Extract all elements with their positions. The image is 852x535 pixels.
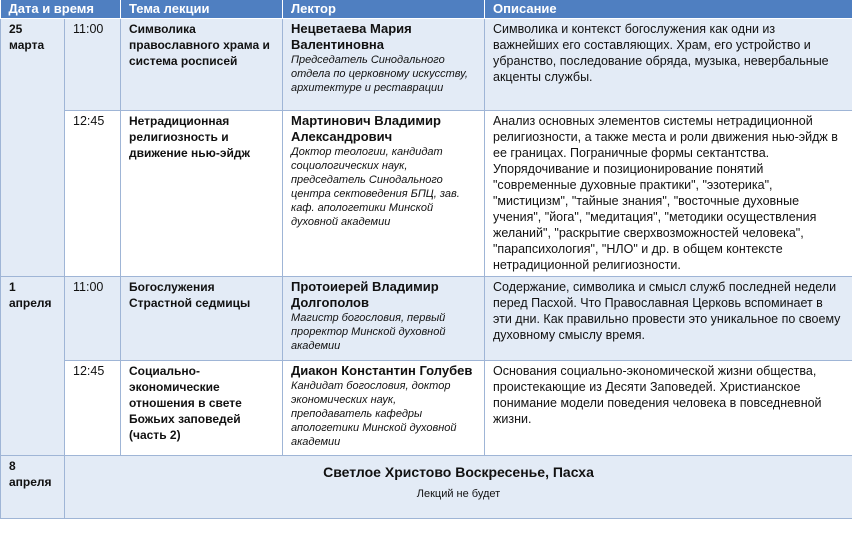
lecturer-title: Председатель Синодального отдела по церковному искусству, архитектуре и реставрации <box>291 54 468 94</box>
holiday-cell <box>65 456 852 519</box>
table-row <box>1 361 852 456</box>
time-cell: 12:45 <box>65 111 121 277</box>
table-row <box>1 456 852 519</box>
topic-cell: Нетрадиционная религиозность и движение нью-эйдж <box>121 111 283 277</box>
lecturer-title: Доктор теологии, кандидат социологических наук, председатель Синодального центра сектоведения БПЦ, зав. каф. апологетики Минской духовной академии <box>291 146 460 228</box>
topic-cell: Символика православного храма и система росписей <box>121 19 283 111</box>
header-topic: Тема лекции <box>121 0 283 19</box>
date-day: 25 <box>9 22 23 36</box>
description-cell: Анализ основных элементов системы нетрадиционной религиозности, а также места и роли движения нью-эйдж в ее границах. Пограничные формы сектантства. Упорядочивание и позиционирование понятий "современные духовные практики", "эзотерика", "мистицизм", "тайные знания", "восточные духовные учения", "йога", "медитация", "методики осуществления желаний", "раскрытие сверхвозможностей человека", "парапсихология", "НЛО" и др. в общем контексте нетрадиционной религиозности. <box>485 111 852 277</box>
table-header-row <box>1 0 852 19</box>
date-cell <box>1 277 65 456</box>
lecturer-name: Диакон Константин Голубев <box>291 363 473 378</box>
topic-cell: Богослужения Страстной седмицы <box>121 277 283 361</box>
time-cell: 11:00 <box>65 19 121 111</box>
date-month: апреля <box>9 475 52 489</box>
lecturer-name: Мартинович Владимир Александрович <box>291 113 441 144</box>
date-month: апреля <box>9 296 52 310</box>
description-cell: Символика и контекст богослужения как одни из важнейших его составляющих. Храм, его устройство и убранство, последование обряда, музыка, невербальные акценты службы. <box>485 19 852 111</box>
header-lecturer: Лектор <box>283 0 485 19</box>
date-cell <box>1 456 65 519</box>
description-cell: Содержание, символика и смысл служб последней недели перед Пасхой. Что Православная Церковь вспоминает в эти дни. Как правильно провести это уникальное по своему духовному смыслу время. <box>485 277 852 361</box>
date-cell <box>1 19 65 277</box>
holiday-note: Лекций не будет <box>416 488 501 500</box>
date-day: 1 <box>9 280 16 294</box>
date-month: марта <box>9 38 45 52</box>
lecturer-cell <box>283 19 485 111</box>
table-row <box>1 277 852 361</box>
lecturer-cell <box>283 111 485 277</box>
table-row <box>1 111 852 277</box>
topic-cell: Социально-экономические отношения в свете Божьих заповедей (часть 2) <box>121 361 283 456</box>
holiday-title: Светлое Христово Воскресенье, Пасха <box>323 464 594 480</box>
lecturer-cell <box>283 361 485 456</box>
date-day: 8 <box>9 459 16 473</box>
lecturer-title: Кандидат богословия, доктор экономических наук, преподаватель кафедры апологетики Минской духовной академии <box>291 380 457 448</box>
lecturer-name: Нецветаева Мария Валентиновна <box>291 21 412 52</box>
lecturer-name: Протоиерей Владимир Долгополов <box>291 279 439 310</box>
time-cell: 11:00 <box>65 277 121 361</box>
description-cell: Основания социально-экономической жизни общества, проистекающие из Десяти Заповедей. Христианское понимание модели поведения человека в повседневной жизни. <box>485 361 852 456</box>
lecturer-cell <box>283 277 485 361</box>
lecturer-title: Магистр богословия, первый проректор Минской духовной академии <box>291 312 446 352</box>
header-datetime: Дата и время <box>1 0 121 19</box>
header-description: Описание <box>485 0 852 19</box>
time-cell: 12:45 <box>65 361 121 456</box>
table-row <box>1 19 852 111</box>
